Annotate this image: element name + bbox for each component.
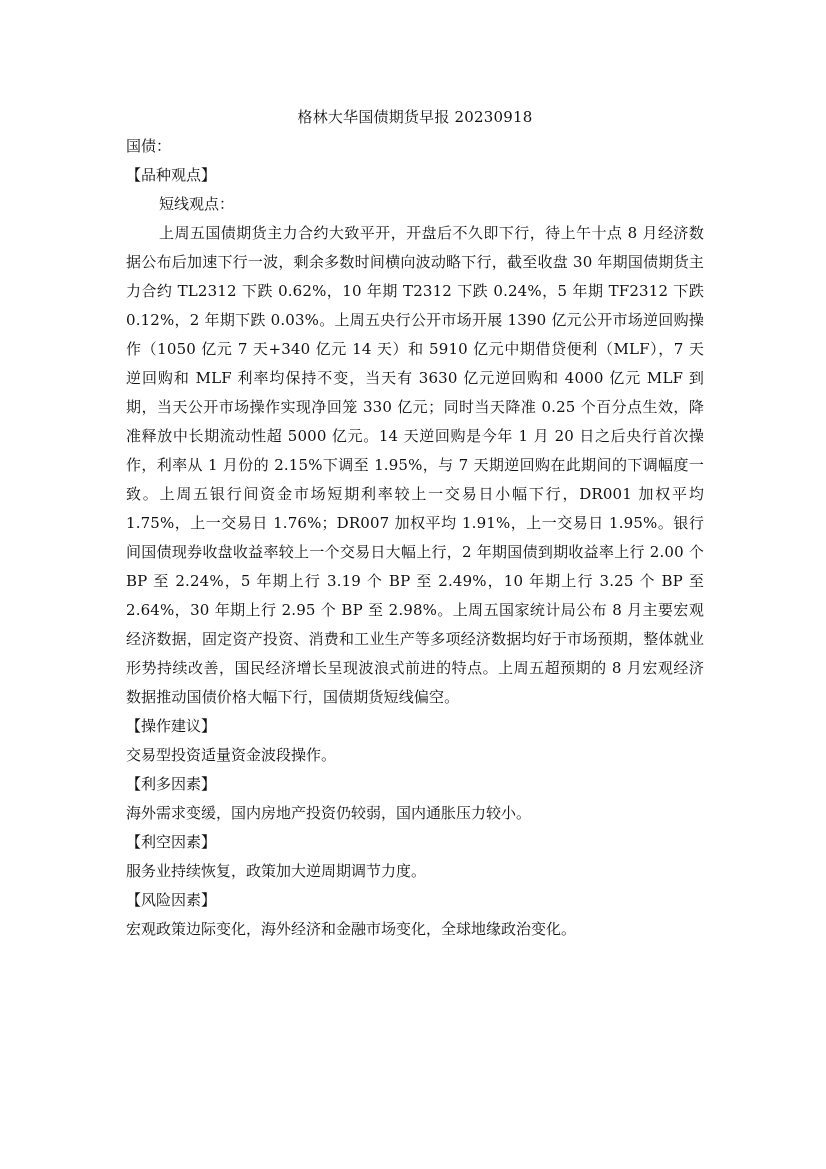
risk-factors-text: 宏观政策边际变化，海外经济和金融市场变化，全球地缘政治变化。 [126,920,577,938]
bearish-factors-text: 服务业持续恢复，政策加大逆周期调节力度。 [126,862,427,880]
risk-factors-heading: 【风险因素】 [126,891,217,909]
bearish-factors-heading: 【利空因素】 [126,833,217,851]
advice-heading: 【操作建议】 [126,717,217,735]
document-title: 格林大华国债期货早报 20230918 [297,108,533,126]
category-label: 国债： [126,137,172,155]
advice-text: 交易型投资适量资金波段操作。 [126,746,337,764]
document-body [126,103,704,944]
bullish-factors-text: 海外需求变缓，国内房地产投资仍较弱，国内通胀压力较小。 [126,804,532,822]
bullish-factors-heading: 【利多因素】 [126,775,217,793]
short-term-view-label: 短线观点： [159,195,235,213]
market-analysis-paragraph: 上周五国债期货主力合约大致平开，开盘后不久即下行，待上午十点 8 月经济数据公布后加速下行一波，剩余多数时间横向波动略下行，截至收盘 30 年期国债期货主力合约 TL2312 下跌 0.62%，10 年期 T2312 下跌 0.24%，5 年期 TF2312 下跌 0.12%，2 年期下跌 0.03%。上周五央行公开市场开展 1390 亿元公开市场逆回购操作（1050 亿元 7 天+340 亿元 14 天）和 5910 亿元中期借贷便利（MLF），7 天逆回购和 MLF 利率均保持不变，当天有 3630 亿元逆回购和 4000 亿元 MLF 到期，当天公开市场操作实现净回笼 330 亿元；同时当天降准 0.25 个百分点生效，降准释放中长期流动性超 5000 亿元。14 天逆回购是今年 1 月 20 日之后央行首次操作，利率从 1 月份的 2.15%下调至 1.95%，与 7 天期逆回购在此期间的下调幅度一致。上周五银行间资金市场短期利率较上一交易日小幅下行，DR001 加权平均 1.75%，上一交易日 1.76%；DR007 加权平均 1.91%，上一交易日 1.95%。银行间国债现券收盘收益率较上一个交易日大幅上行，2 年期国债到期收益率上行 2.00 个 BP 至 2.24%，5 年期上行 3.19 个 BP 至 2.49%，10 年期上行 3.25 个 BP 至 2.64%，30 年期上行 2.95 个 BP 至 2.98%。上周五国家统计局公布 8 月主要宏观经济数据，固定资产投资、消费和工业生产等多项经济数据均好于市场预期，整体就业形势持续改善，国民经济增长呈现波浪式前进的特点。上周五超预期的 8 月宏观经济数据推动国债价格大幅下行，国债期货短线偏空。 [126,224,704,706]
view-heading: 【品种观点】 [126,166,217,184]
